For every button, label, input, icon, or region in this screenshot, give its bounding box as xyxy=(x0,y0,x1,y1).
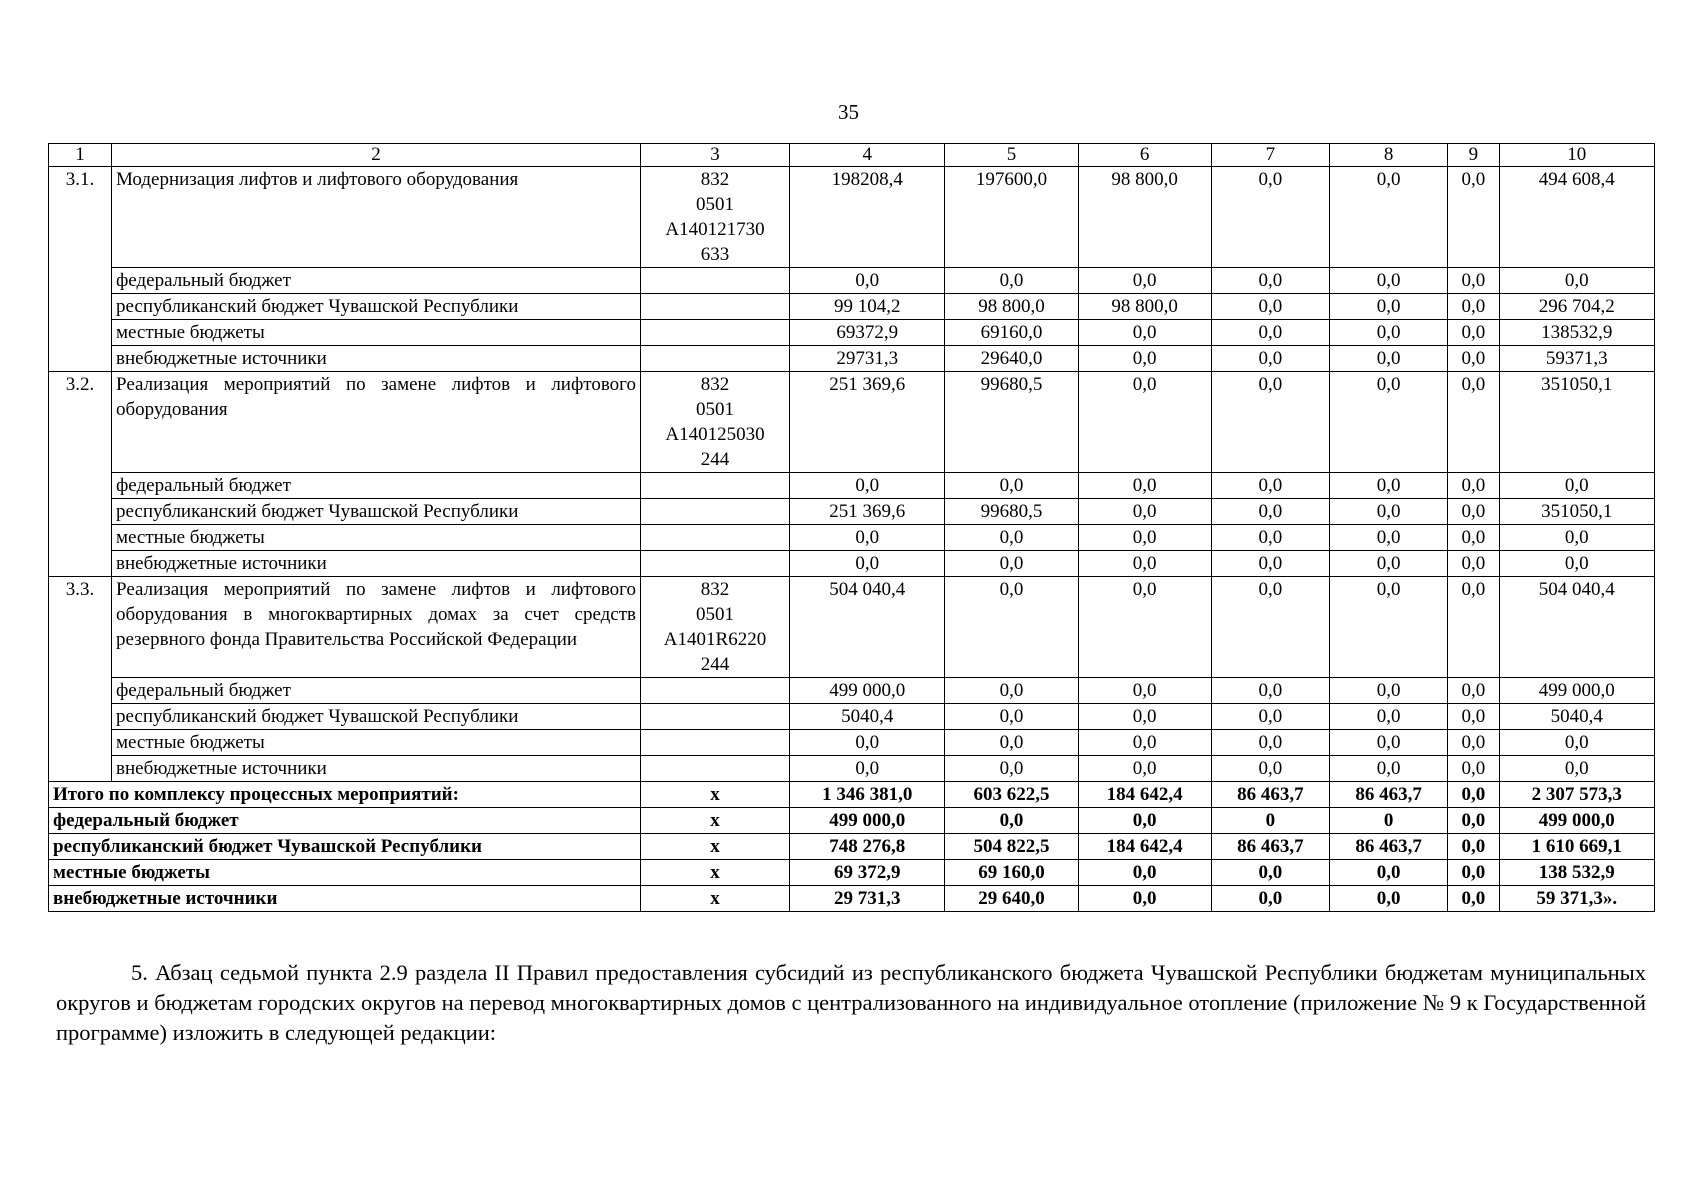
value-col-8: 0,0 xyxy=(1329,678,1447,704)
total-value-col-6: 184 642,4 xyxy=(1078,782,1211,808)
total-value-col-10: 59 371,3». xyxy=(1499,886,1655,912)
value-col-5: 0,0 xyxy=(945,551,1078,577)
total-row xyxy=(49,834,1655,860)
total-value-col-9: 0,0 xyxy=(1448,860,1499,886)
value-col-6: 0,0 xyxy=(1078,678,1211,704)
code-line: А140125030 xyxy=(665,424,765,445)
section-title: Реализация мероприятий по замене лифтов и лифтового оборудования в многоквартирных домах за счет средств резервного фонда Правительства Российской Федерации xyxy=(112,577,641,678)
value-col-9: 0,0 xyxy=(1448,294,1499,320)
funding-source-row xyxy=(49,551,1655,577)
funding-source-label: республиканский бюджет Чувашской Республики xyxy=(112,704,641,730)
total-row xyxy=(49,782,1655,808)
funding-source-label: федеральный бюджет xyxy=(112,473,641,499)
column-number-8: 8 xyxy=(1329,144,1447,167)
value-col-7: 0,0 xyxy=(1211,473,1329,499)
value-col-8: 0,0 xyxy=(1329,167,1447,268)
value-col-5: 0,0 xyxy=(945,756,1078,782)
column-number-4: 4 xyxy=(790,144,945,167)
value-col-8: 0,0 xyxy=(1329,551,1447,577)
total-value-col-9: 0,0 xyxy=(1448,782,1499,808)
value-col-10: 59371,3 xyxy=(1499,346,1655,372)
value-col-5: 197600,0 xyxy=(945,167,1078,268)
value-col-8: 0,0 xyxy=(1329,525,1447,551)
value-col-10: 351050,1 xyxy=(1499,372,1655,473)
empty-code-cell xyxy=(641,551,790,577)
value-col-5: 0,0 xyxy=(945,704,1078,730)
funding-source-label: республиканский бюджет Чувашской Республики xyxy=(112,499,641,525)
value-col-8: 0,0 xyxy=(1329,473,1447,499)
value-col-4: 0,0 xyxy=(790,730,945,756)
section-title: Модернизация лифтов и лифтового оборудования xyxy=(112,167,641,268)
total-value-col-10: 1 610 669,1 xyxy=(1499,834,1655,860)
value-col-4: 504 040,4 xyxy=(790,577,945,678)
total-value-col-6: 0,0 xyxy=(1078,886,1211,912)
total-value-col-8: 0,0 xyxy=(1329,860,1447,886)
total-value-col-4: 499 000,0 xyxy=(790,808,945,834)
total-value-col-9: 0,0 xyxy=(1448,834,1499,860)
value-col-6: 0,0 xyxy=(1078,346,1211,372)
funding-source-label: местные бюджеты xyxy=(112,525,641,551)
funding-source-label: местные бюджеты xyxy=(112,320,641,346)
value-col-5: 99680,5 xyxy=(945,372,1078,473)
empty-code-cell xyxy=(641,704,790,730)
funding-source-row xyxy=(49,294,1655,320)
funding-source-row xyxy=(49,346,1655,372)
code-line: А1401R6220 xyxy=(663,629,767,650)
value-col-9: 0,0 xyxy=(1448,756,1499,782)
value-col-8: 0,0 xyxy=(1329,499,1447,525)
value-col-10: 0,0 xyxy=(1499,268,1655,294)
value-col-10: 5040,4 xyxy=(1499,704,1655,730)
value-col-6: 0,0 xyxy=(1078,320,1211,346)
value-col-4: 69372,9 xyxy=(790,320,945,346)
total-value-col-4: 1 346 381,0 xyxy=(790,782,945,808)
value-col-8: 0,0 xyxy=(1329,346,1447,372)
value-col-5: 0,0 xyxy=(945,577,1078,678)
value-col-4: 0,0 xyxy=(790,268,945,294)
value-col-7: 0,0 xyxy=(1211,551,1329,577)
column-number-1: 1 xyxy=(49,144,112,167)
value-col-4: 99 104,2 xyxy=(790,294,945,320)
value-col-10: 138532,9 xyxy=(1499,320,1655,346)
value-col-7: 0,0 xyxy=(1211,346,1329,372)
funding-source-label: федеральный бюджет xyxy=(112,268,641,294)
value-col-10: 0,0 xyxy=(1499,730,1655,756)
total-value-col-5: 0,0 xyxy=(945,808,1078,834)
value-col-9: 0,0 xyxy=(1448,678,1499,704)
value-col-7: 0,0 xyxy=(1211,294,1329,320)
total-value-col-7: 0 xyxy=(1211,808,1329,834)
total-code: х xyxy=(641,782,790,808)
value-col-9: 0,0 xyxy=(1448,704,1499,730)
value-col-9: 0,0 xyxy=(1448,346,1499,372)
value-col-4: 0,0 xyxy=(790,473,945,499)
value-col-8: 0,0 xyxy=(1329,372,1447,473)
value-col-10: 0,0 xyxy=(1499,756,1655,782)
value-col-10: 0,0 xyxy=(1499,525,1655,551)
column-number-7: 7 xyxy=(1211,144,1329,167)
funding-source-row xyxy=(49,756,1655,782)
value-col-9: 0,0 xyxy=(1448,372,1499,473)
total-value-col-5: 69 160,0 xyxy=(945,860,1078,886)
total-value-col-7: 86 463,7 xyxy=(1211,782,1329,808)
total-code: х xyxy=(641,860,790,886)
value-col-4: 0,0 xyxy=(790,551,945,577)
value-col-4: 251 369,6 xyxy=(790,499,945,525)
value-col-6: 0,0 xyxy=(1078,473,1211,499)
value-col-4: 29731,3 xyxy=(790,346,945,372)
total-value-col-4: 69 372,9 xyxy=(790,860,945,886)
value-col-8: 0,0 xyxy=(1329,320,1447,346)
value-col-4: 0,0 xyxy=(790,525,945,551)
total-value-col-7: 0,0 xyxy=(1211,886,1329,912)
empty-code-cell xyxy=(641,346,790,372)
value-col-7: 0,0 xyxy=(1211,678,1329,704)
section-title: Реализация мероприятий по замене лифтов и лифтового оборудования xyxy=(112,372,641,473)
total-row xyxy=(49,886,1655,912)
value-col-6: 0,0 xyxy=(1078,525,1211,551)
value-col-9: 0,0 xyxy=(1448,499,1499,525)
value-col-9: 0,0 xyxy=(1448,268,1499,294)
section-number: 3.1. xyxy=(49,167,112,372)
value-col-5: 0,0 xyxy=(945,678,1078,704)
value-col-10: 296 704,2 xyxy=(1499,294,1655,320)
section-row xyxy=(49,167,1655,268)
column-number-5: 5 xyxy=(945,144,1078,167)
total-code: х xyxy=(641,808,790,834)
funding-source-label: местные бюджеты xyxy=(112,730,641,756)
value-col-10: 0,0 xyxy=(1499,551,1655,577)
total-value-col-5: 603 622,5 xyxy=(945,782,1078,808)
budget-classification-code xyxy=(641,372,790,473)
total-label: местные бюджеты xyxy=(49,860,641,886)
total-row xyxy=(49,808,1655,834)
total-code: х xyxy=(641,834,790,860)
total-value-col-10: 499 000,0 xyxy=(1499,808,1655,834)
total-row xyxy=(49,860,1655,886)
total-value-col-9: 0,0 xyxy=(1448,886,1499,912)
value-col-10: 351050,1 xyxy=(1499,499,1655,525)
total-value-col-8: 0 xyxy=(1329,808,1447,834)
funding-source-label: внебюджетные источники xyxy=(112,551,641,577)
total-value-col-10: 2 307 573,3 xyxy=(1499,782,1655,808)
total-value-col-6: 184 642,4 xyxy=(1078,834,1211,860)
value-col-8: 0,0 xyxy=(1329,268,1447,294)
value-col-5: 0,0 xyxy=(945,473,1078,499)
value-col-9: 0,0 xyxy=(1448,525,1499,551)
total-value-col-7: 0,0 xyxy=(1211,860,1329,886)
column-number-9: 9 xyxy=(1448,144,1499,167)
code-line: 244 xyxy=(700,449,730,470)
value-col-7: 0,0 xyxy=(1211,499,1329,525)
budget-table-body xyxy=(49,144,1655,912)
value-col-7: 0,0 xyxy=(1211,730,1329,756)
value-col-4: 198208,4 xyxy=(790,167,945,268)
value-col-6: 0,0 xyxy=(1078,372,1211,473)
total-label: республиканский бюджет Чувашской Республики xyxy=(49,834,641,860)
total-value-col-10: 138 532,9 xyxy=(1499,860,1655,886)
funding-source-row xyxy=(49,704,1655,730)
value-col-9: 0,0 xyxy=(1448,730,1499,756)
budget-classification-code xyxy=(641,167,790,268)
total-value-col-4: 29 731,3 xyxy=(790,886,945,912)
total-value-col-8: 86 463,7 xyxy=(1329,782,1447,808)
value-col-5: 0,0 xyxy=(945,730,1078,756)
code-line: 832 xyxy=(700,169,730,190)
page-number: 35 xyxy=(838,100,859,124)
empty-code-cell xyxy=(641,320,790,346)
value-col-7: 0,0 xyxy=(1211,372,1329,473)
value-col-5: 29640,0 xyxy=(945,346,1078,372)
code-line: 832 xyxy=(700,579,730,600)
value-col-6: 0,0 xyxy=(1078,756,1211,782)
empty-code-cell xyxy=(641,499,790,525)
funding-source-row xyxy=(49,499,1655,525)
value-col-9: 0,0 xyxy=(1448,473,1499,499)
budget-classification-code xyxy=(641,577,790,678)
total-value-col-6: 0,0 xyxy=(1078,860,1211,886)
total-label: внебюджетные источники xyxy=(49,886,641,912)
funding-source-row xyxy=(49,268,1655,294)
value-col-5: 99680,5 xyxy=(945,499,1078,525)
code-line: 633 xyxy=(700,244,730,265)
value-col-7: 0,0 xyxy=(1211,756,1329,782)
column-number-6: 6 xyxy=(1078,144,1211,167)
value-col-6: 0,0 xyxy=(1078,551,1211,577)
empty-code-cell xyxy=(641,268,790,294)
value-col-5: 98 800,0 xyxy=(945,294,1078,320)
value-col-4: 251 369,6 xyxy=(790,372,945,473)
value-col-7: 0,0 xyxy=(1211,577,1329,678)
code-line: 832 xyxy=(700,374,730,395)
total-value-col-5: 29 640,0 xyxy=(945,886,1078,912)
empty-code-cell xyxy=(641,473,790,499)
column-number-10: 10 xyxy=(1499,144,1655,167)
value-col-7: 0,0 xyxy=(1211,704,1329,730)
total-value-col-8: 86 463,7 xyxy=(1329,834,1447,860)
empty-code-cell xyxy=(641,730,790,756)
funding-source-row xyxy=(49,473,1655,499)
value-col-5: 0,0 xyxy=(945,268,1078,294)
section-number: 3.3. xyxy=(49,577,112,782)
value-col-9: 0,0 xyxy=(1448,167,1499,268)
value-col-6: 0,0 xyxy=(1078,577,1211,678)
funding-source-row xyxy=(49,320,1655,346)
budget-table xyxy=(48,143,1655,912)
section-number: 3.2. xyxy=(49,372,112,577)
value-col-5: 69160,0 xyxy=(945,320,1078,346)
value-col-10: 494 608,4 xyxy=(1499,167,1655,268)
total-label: Итого по комплексу процессных мероприятий: xyxy=(49,782,641,808)
value-col-7: 0,0 xyxy=(1211,268,1329,294)
code-line: 0501 xyxy=(696,194,734,215)
funding-source-row xyxy=(49,678,1655,704)
total-value-col-5: 504 822,5 xyxy=(945,834,1078,860)
code-line: А140121730 xyxy=(665,219,765,240)
empty-code-cell xyxy=(641,294,790,320)
total-value-col-7: 86 463,7 xyxy=(1211,834,1329,860)
funding-source-row xyxy=(49,730,1655,756)
value-col-6: 0,0 xyxy=(1078,268,1211,294)
total-value-col-4: 748 276,8 xyxy=(790,834,945,860)
value-col-7: 0,0 xyxy=(1211,525,1329,551)
value-col-6: 98 800,0 xyxy=(1078,294,1211,320)
funding-source-label: республиканский бюджет Чувашской Республики xyxy=(112,294,641,320)
funding-source-row xyxy=(49,525,1655,551)
value-col-7: 0,0 xyxy=(1211,167,1329,268)
funding-source-label: внебюджетные источники xyxy=(112,346,641,372)
column-number-3: 3 xyxy=(641,144,790,167)
value-col-4: 499 000,0 xyxy=(790,678,945,704)
empty-code-cell xyxy=(641,756,790,782)
column-number-2: 2 xyxy=(112,144,641,167)
total-value-col-8: 0,0 xyxy=(1329,886,1447,912)
value-col-9: 0,0 xyxy=(1448,577,1499,678)
value-col-7: 0,0 xyxy=(1211,320,1329,346)
amendment-paragraph: 5. Абзац седьмой пункта 2.9 раздела II Правил предоставления субсидий из республиканского бюджета Чувашской Республики бюджетам муниципальных округов и бюджетам городских округов на перевод многоквартирных домов с централизованного на индивидуальное отопление (приложение № 9 к Государственной программе) изложить в следующей редакции: xyxy=(56,960,1646,1045)
value-col-9: 0,0 xyxy=(1448,320,1499,346)
value-col-6: 0,0 xyxy=(1078,499,1211,525)
code-line: 0501 xyxy=(696,399,734,420)
funding-source-label: внебюджетные источники xyxy=(112,756,641,782)
section-row xyxy=(49,372,1655,473)
table-header-row xyxy=(49,144,1655,167)
total-label: федеральный бюджет xyxy=(49,808,641,834)
value-col-5: 0,0 xyxy=(945,525,1078,551)
value-col-8: 0,0 xyxy=(1329,294,1447,320)
section-row xyxy=(49,577,1655,678)
total-value-col-6: 0,0 xyxy=(1078,808,1211,834)
empty-code-cell xyxy=(641,525,790,551)
code-line: 0501 xyxy=(696,604,734,625)
value-col-6: 98 800,0 xyxy=(1078,167,1211,268)
funding-source-label: федеральный бюджет xyxy=(112,678,641,704)
value-col-8: 0,0 xyxy=(1329,577,1447,678)
value-col-8: 0,0 xyxy=(1329,756,1447,782)
total-code: х xyxy=(641,886,790,912)
value-col-6: 0,0 xyxy=(1078,730,1211,756)
code-line: 244 xyxy=(700,654,730,675)
value-col-6: 0,0 xyxy=(1078,704,1211,730)
value-col-8: 0,0 xyxy=(1329,704,1447,730)
value-col-9: 0,0 xyxy=(1448,551,1499,577)
value-col-4: 0,0 xyxy=(790,756,945,782)
value-col-10: 504 040,4 xyxy=(1499,577,1655,678)
value-col-8: 0,0 xyxy=(1329,730,1447,756)
value-col-4: 5040,4 xyxy=(790,704,945,730)
value-col-10: 0,0 xyxy=(1499,473,1655,499)
empty-code-cell xyxy=(641,678,790,704)
value-col-10: 499 000,0 xyxy=(1499,678,1655,704)
total-value-col-9: 0,0 xyxy=(1448,808,1499,834)
